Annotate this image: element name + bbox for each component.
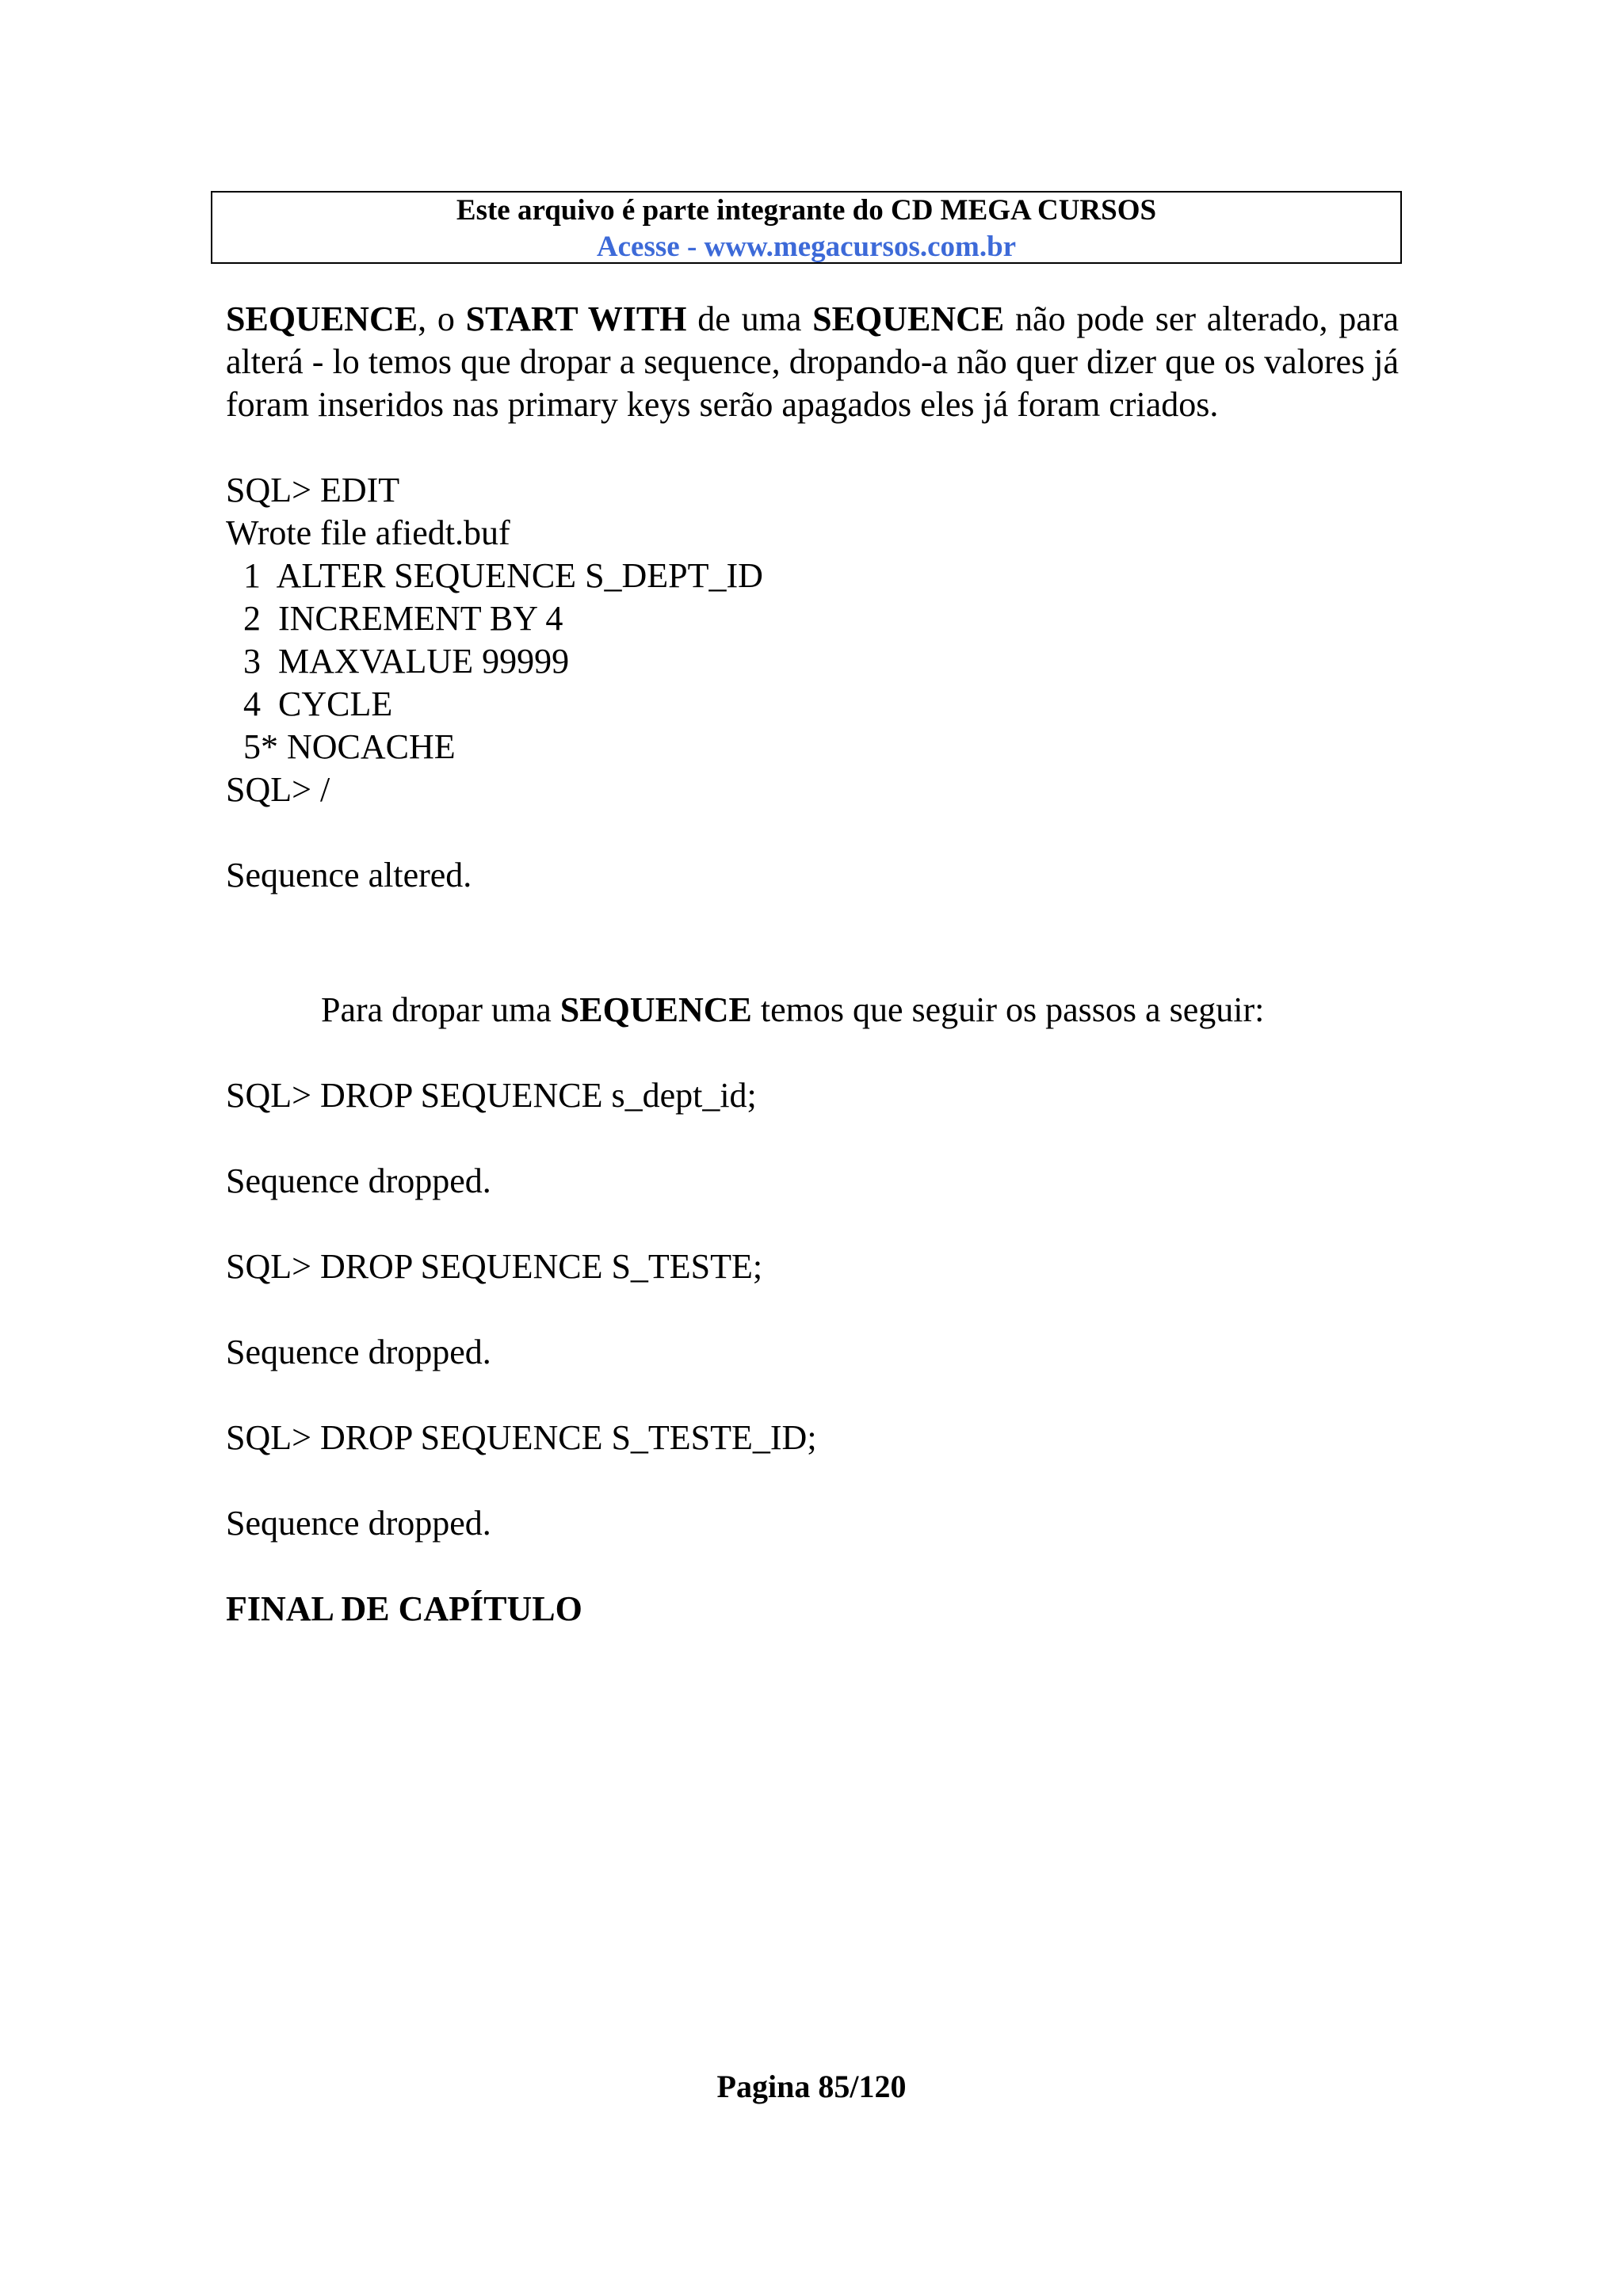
code-line: 2 INCREMENT BY 4 xyxy=(226,599,563,638)
code-line: SQL> / xyxy=(226,770,330,809)
paragraph-text: de uma xyxy=(686,299,813,338)
spacer xyxy=(226,1545,1399,1588)
keyword-sequence: SEQUENCE xyxy=(226,299,418,338)
spacer xyxy=(226,1374,1399,1417)
keyword-sequence: SEQUENCE xyxy=(559,990,752,1029)
result-line: Sequence dropped. xyxy=(226,1161,491,1200)
spacer xyxy=(226,811,1399,854)
paragraph-text: Para dropar uma xyxy=(321,990,560,1029)
spacer xyxy=(226,1117,1399,1160)
keyword-sequence: SEQUENCE xyxy=(812,299,1005,338)
code-line: SQL> DROP SEQUENCE S_TESTE_ID; xyxy=(226,1418,817,1457)
paragraph-text: temos que seguir os passos a seguir: xyxy=(751,990,1265,1029)
spacer xyxy=(226,426,1399,469)
spacer xyxy=(226,1032,1399,1074)
header-banner xyxy=(211,191,1402,264)
header-link[interactable]: Acesse - www.megacursos.com.br xyxy=(596,231,1017,263)
drop-intro-paragraph xyxy=(226,989,1399,1032)
spacer xyxy=(226,1288,1399,1331)
code-line: 5* NOCACHE xyxy=(226,727,456,766)
chapter-end-heading: FINAL DE CAPÍTULO xyxy=(226,1589,582,1628)
page-content xyxy=(226,298,1399,1630)
spacer xyxy=(226,897,1399,940)
paragraph-text: não pode ser alterado, para alterá - lo temos que dropar a sequence, dropando-a não quer dizer que os valores já foram inseridos nas primary keys serão apagados eles já foram criados. xyxy=(226,299,1399,424)
paragraph-text: , o xyxy=(418,299,466,338)
code-line: SQL> DROP SEQUENCE s_dept_id; xyxy=(226,1076,757,1115)
intro-paragraph xyxy=(226,298,1399,426)
keyword-start-with: START WITH xyxy=(465,299,687,338)
spacer xyxy=(226,1203,1399,1245)
code-line: 3 MAXVALUE 99999 xyxy=(226,642,570,681)
page-number: Pagina 85/120 xyxy=(716,2069,907,2104)
spacer xyxy=(226,940,1399,982)
result-line: Sequence dropped. xyxy=(226,1504,491,1543)
code-line: Wrote file afiedt.buf xyxy=(226,513,510,552)
code-line: SQL> DROP SEQUENCE S_TESTE; xyxy=(226,1247,763,1286)
spacer xyxy=(226,1459,1399,1502)
code-line: 1 ALTER SEQUENCE S_DEPT_ID xyxy=(226,556,763,595)
result-line: Sequence dropped. xyxy=(226,1333,491,1371)
code-line: SQL> EDIT xyxy=(226,471,400,509)
header-title: Este arquivo é parte integrante do CD MEGA CURSOS xyxy=(456,194,1157,227)
code-block-alter xyxy=(226,469,1399,811)
spacer xyxy=(226,982,1399,989)
code-line: 4 CYCLE xyxy=(226,685,393,723)
result-line: Sequence altered. xyxy=(226,856,472,894)
